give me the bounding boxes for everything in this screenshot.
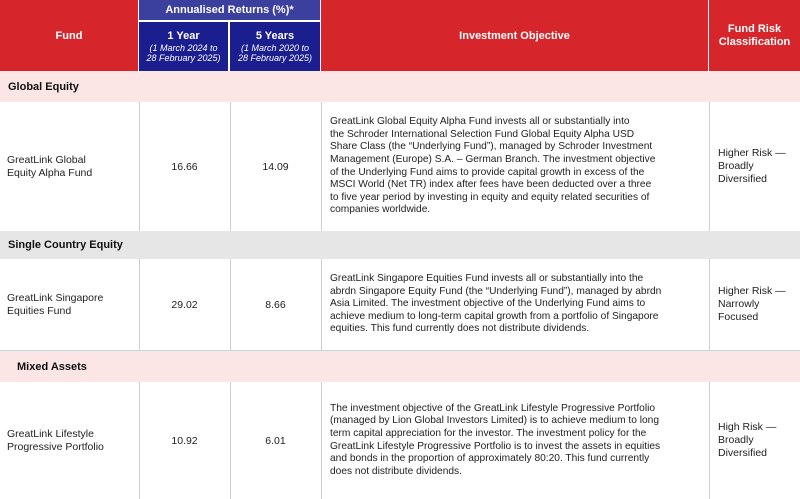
objective-cell	[321, 382, 709, 499]
return-5y-value: 14.09	[262, 160, 289, 173]
risk-cell	[709, 102, 800, 231]
header-returns-group	[139, 0, 320, 21]
objective-line: Management (Europe) S.A. – German Branch. The investment objective	[330, 153, 656, 165]
header-1-year-period-2: 28 February 2025)	[146, 53, 221, 63]
objective-line: GreatLink Singapore Equities Fund invests all or substantially into the	[330, 273, 644, 285]
objective-line: of the Underlying Fund aims to provide capital growth in excess of the	[330, 166, 645, 178]
risk-line: Broadly	[718, 160, 754, 172]
column-divider	[139, 259, 140, 350]
return-1y-value: 16.66	[171, 160, 198, 173]
header-objective-label: Investment Objective	[459, 29, 570, 42]
return-5y-cell	[230, 102, 321, 231]
risk-line: High Risk —	[718, 421, 777, 433]
header-risk-label-2: Classification	[718, 35, 791, 48]
objective-line: does not distribute dividends.	[330, 465, 462, 477]
header-5-years-period-2: 28 February 2025)	[237, 53, 313, 63]
return-1y-cell	[139, 102, 230, 231]
objective-line: term capital appreciation for the investor. The investment policy for the	[330, 427, 647, 439]
fund-name-cell	[0, 102, 139, 231]
fund-name-line: Equity Alpha Fund	[7, 166, 93, 179]
objective-line: Share Class (the “Underlying Fund”), managed by Schroder Investment	[330, 141, 653, 153]
header-fund	[0, 0, 138, 71]
fund-name-cell	[0, 259, 139, 350]
column-divider	[230, 102, 231, 231]
return-5y-value: 6.01	[265, 434, 286, 447]
objective-line: GreatLink Global Equity Alpha Fund invests all or substantially into	[330, 116, 630, 128]
header-5-years	[230, 22, 320, 71]
column-divider	[139, 102, 140, 231]
header-1-year	[139, 22, 229, 71]
section-title: Single Country Equity	[8, 239, 123, 251]
section-header-single-country-equity	[0, 231, 800, 259]
objective-cell	[321, 259, 709, 350]
fund-name-line: Progressive Portfolio	[7, 440, 104, 453]
header-5-years-title: 5 Years	[255, 29, 295, 42]
header-objective	[321, 0, 708, 71]
header-risk	[709, 0, 800, 71]
objective-line: the Schroder International Selection Fund Global Equity Alpha USD	[330, 128, 635, 140]
table-row	[0, 382, 800, 499]
objective-line: MSCI World (Net TR) index after fees have been deducted over a three	[330, 179, 652, 191]
header-5-years-period-1: (1 March 2020 to	[240, 42, 310, 53]
header-fund-label: Fund	[55, 29, 83, 42]
column-divider	[709, 382, 710, 499]
return-1y-cell	[139, 259, 230, 350]
column-divider	[230, 259, 231, 350]
return-1y-value: 10.92	[171, 434, 198, 447]
objective-line: The investment objective of the GreatLink Lifestyle Progressive Portfolio	[330, 402, 656, 414]
fund-name-line: Equities Fund	[7, 304, 72, 317]
section-header-global-equity	[0, 71, 800, 102]
risk-cell	[709, 382, 800, 499]
objective-line: achieve medium to long-term capital growth from a portfolio of Singapore	[330, 310, 659, 322]
risk-line: Broadly	[718, 434, 754, 446]
fund-name-line: GreatLink Lifestyle	[7, 427, 94, 440]
fund-name-line: GreatLink Singapore	[7, 291, 104, 304]
header-1-year-period-1: (1 March 2024 to	[149, 42, 218, 53]
header-1-year-title: 1 Year	[167, 29, 200, 42]
risk-line: Focused	[718, 311, 759, 323]
row-divider	[0, 351, 800, 352]
column-divider	[321, 102, 322, 231]
return-5y-value: 8.66	[265, 298, 286, 311]
objective-line: (managed by Lion Global Investors Limited) is to achieve medium to long	[330, 415, 659, 427]
column-divider	[230, 382, 231, 499]
column-divider	[709, 259, 710, 350]
risk-line: Diversified	[718, 173, 768, 185]
column-divider	[321, 382, 322, 499]
section-title: Mixed Assets	[17, 361, 87, 373]
return-1y-cell	[139, 382, 230, 499]
objective-line: companies worldwide.	[330, 204, 431, 216]
objective-line: and bonds in the proportion of approximately 80:20. This fund currently	[330, 453, 650, 465]
table-row	[0, 102, 800, 231]
column-divider	[709, 102, 710, 231]
objective-cell	[321, 102, 709, 231]
return-5y-cell	[230, 382, 321, 499]
return-5y-cell	[230, 259, 321, 350]
header-risk-label-1: Fund Risk	[727, 22, 782, 35]
objective-line: Asia Limited. The investment objective of the Underlying Fund aims to	[330, 298, 646, 310]
objective-line: abrdn Singapore Equity Fund (the “Underlying Fund”), managed by abrdn	[330, 285, 662, 297]
risk-cell	[709, 259, 800, 350]
header-returns-group-label: Annualised Returns (%)*	[165, 4, 294, 16]
column-divider	[321, 259, 322, 350]
risk-line: Narrowly	[718, 298, 760, 310]
section-title: Global Equity	[8, 80, 79, 93]
fund-name-cell	[0, 382, 139, 499]
return-1y-value: 29.02	[171, 298, 198, 311]
objective-line: equities. This fund currently does not distribute dividends.	[330, 323, 590, 335]
table-row	[0, 259, 800, 350]
section-header-mixed-assets	[0, 352, 800, 382]
risk-line: Diversified	[718, 447, 768, 459]
risk-line: Higher Risk —	[718, 147, 786, 159]
fund-name-line: GreatLink Global	[7, 153, 86, 166]
column-divider	[139, 382, 140, 499]
objective-line: to five year period by investing in equity and equity related securities of	[330, 191, 650, 203]
risk-line: Higher Risk —	[718, 285, 786, 297]
objective-line: GreatLink Lifestyle Progressive Portfolio is to invest the assets in equities	[330, 440, 661, 452]
